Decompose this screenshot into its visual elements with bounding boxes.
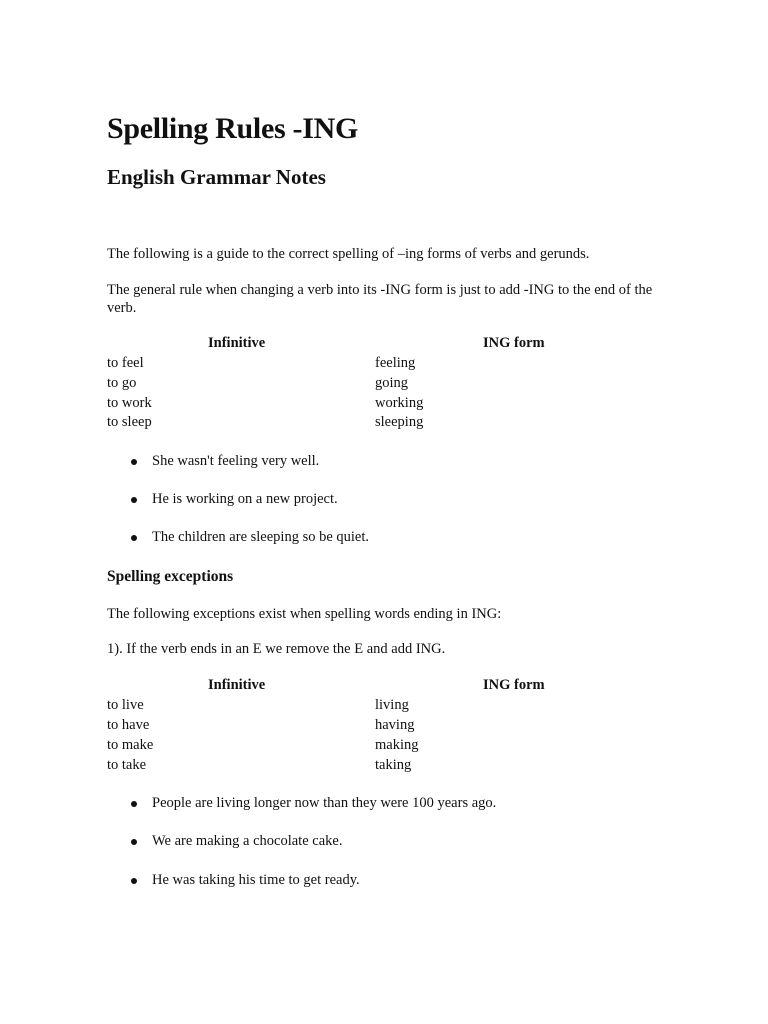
bullet-icon: [131, 801, 137, 807]
example-sentence: People are living longer now than they were 100 years ago.: [152, 795, 497, 811]
table-row: [107, 414, 667, 434]
exceptions-intro-paragraph: The following exceptions exist when spelling words ending in ING:: [107, 606, 502, 622]
infinitive-cell: to work: [107, 395, 152, 411]
ing-form-cell: making: [375, 737, 419, 753]
table-row: [107, 395, 667, 415]
ing-form-cell: taking: [375, 757, 412, 773]
table-row: [107, 375, 667, 395]
infinitive-cell: to live: [107, 697, 144, 713]
ing-form-cell: sleeping: [375, 414, 424, 430]
infinitive-cell: to feel: [107, 355, 144, 371]
ing-form-cell: having: [375, 717, 415, 733]
ing-form-cell: feeling: [375, 355, 416, 371]
example-sentence: He was taking his time to get ready.: [152, 872, 360, 888]
table-header-infinitive: Infinitive: [208, 677, 266, 693]
ing-form-cell: living: [375, 697, 409, 713]
table-row: [107, 717, 667, 737]
infinitive-cell: to go: [107, 375, 137, 391]
ing-form-cell: working: [375, 395, 424, 411]
bullet-icon: [131, 535, 137, 541]
table-row: [107, 697, 667, 717]
infinitive-cell: to have: [107, 717, 150, 733]
example-sentence: The children are sleeping so be quiet.: [152, 529, 370, 545]
rule-1-paragraph: 1). If the verb ends in an E we remove the E and add ING.: [107, 641, 446, 657]
table-header-ing-form: ING form: [483, 335, 545, 351]
ing-form-cell: going: [375, 375, 409, 391]
infinitive-cell: to sleep: [107, 414, 152, 430]
table-header-ing-form: ING form: [483, 677, 545, 693]
table-row: [107, 355, 667, 375]
table-header-infinitive: Infinitive: [208, 335, 266, 351]
bullet-icon: [131, 839, 137, 845]
bullet-icon: [131, 459, 137, 465]
table-row: [107, 737, 667, 757]
infinitive-cell: to make: [107, 737, 154, 753]
example-sentence: We are making a chocolate cake.: [152, 833, 343, 849]
intro-paragraph: The following is a guide to the correct spelling of –ing forms of verbs and gerunds.: [107, 246, 590, 262]
bullet-icon: [131, 497, 137, 503]
section-heading-exceptions: Spelling exceptions: [107, 568, 234, 585]
example-sentence: She wasn't feeling very well.: [152, 453, 320, 469]
example-sentence: He is working on a new project.: [152, 491, 338, 507]
table-row: [107, 757, 667, 777]
general-rule-paragraph: The general rule when changing a verb into its -ING form is just to add -ING to the end of the verb.: [107, 282, 653, 316]
page-title: Spelling Rules -ING: [107, 112, 359, 145]
infinitive-cell: to take: [107, 757, 147, 773]
bullet-icon: [131, 878, 137, 884]
page-subtitle: English Grammar Notes: [107, 165, 326, 189]
